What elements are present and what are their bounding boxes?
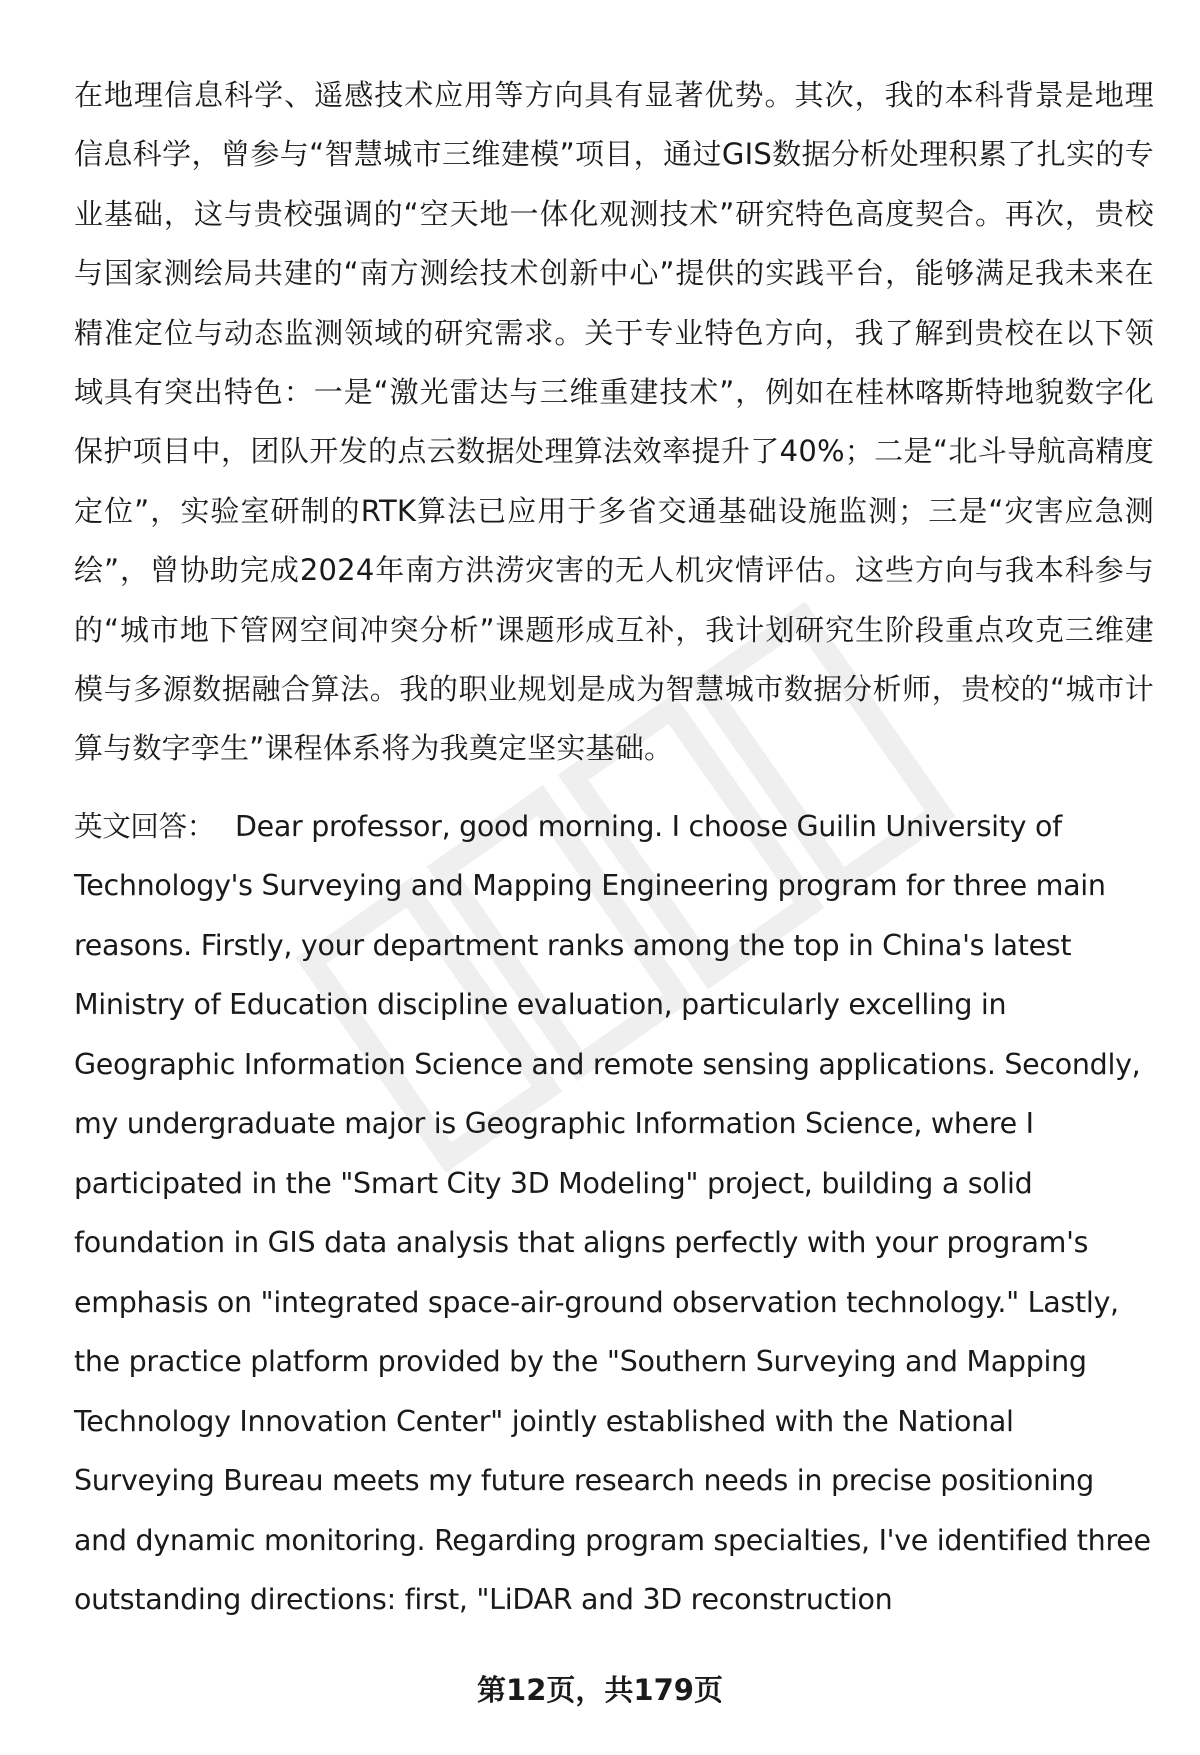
chinese-answer-paragraph: 在地理信息科学、遥感技术应用等方向具有显著优势。其次，我的本科背景是地理信息科学，曾参与“智慧城市三维建模”项目，通过GIS数据分析处理积累了扎实的专业基础，这与贵校强调的“空天地一体化观测技术”研究特色高度契合。再次，贵校与国家测绘局共建的“南方测绘技术创新中心”提供的实践平台，能够满足我未来在精准定位与动态监测领域的研究需求。关于专业特色方向，我了解到贵校在以下领域具有突出特色：一是“激光雷达与三维重建技术”，例如在桂林喀斯特地貌数字化保护项目中，团队开发的点云数据处理算法效率提升了40%；二是“北斗导航高精度定位”，实验室研制的RTK算法已应用于多省交通基础设施监测；三是“灾害应急测绘”，曾协助完成2024年南方洪涝灾害的无人机灾情评估。这些方向与我本科参与的“城市地下管网空间冲突分析”课题形成互补，我计划研究生阶段重点攻克三维建模与多源数据融合算法。我的职业规划是成为智慧城市数据分析师，贵校的“城市计算与数字孪生”课程体系将为我奠定坚实基础。	[74, 78, 1154, 766]
page-number-footer: 第12页，共179页	[477, 1673, 723, 1707]
document-body	[74, 66, 1154, 1630]
english-answer-label: 英文回答：	[74, 809, 216, 843]
english-answer-text: Dear professor, good morning. I choose Guilin University of Technology's Surveying and Mapping Engineering program for three main reasons. Firstly, your department ranks among the top in China's latest Ministry of Education discipline evaluation, particularly excelling in Geographic Information Science and remote sensing applications. Secondly, my undergraduate major is Geographic Information Science, where I participated in the "Smart City 3D Modeling" project, building a solid foundation in GIS data analysis that aligns perfectly with your program's emphasis on "integrated space-air-ground observation technology." Lastly, the practice platform provided by the "Southern Surveying and Mapping Technology Innovation Center" jointly established with the National Surveying Bureau meets my future research needs in precise positioning and dynamic monitoring. Regarding program specialties, I've identified three outstanding directions: first, "LiDAR and 3D reconstruction	[74, 809, 1151, 1617]
english-answer-paragraph	[74, 797, 1154, 1630]
